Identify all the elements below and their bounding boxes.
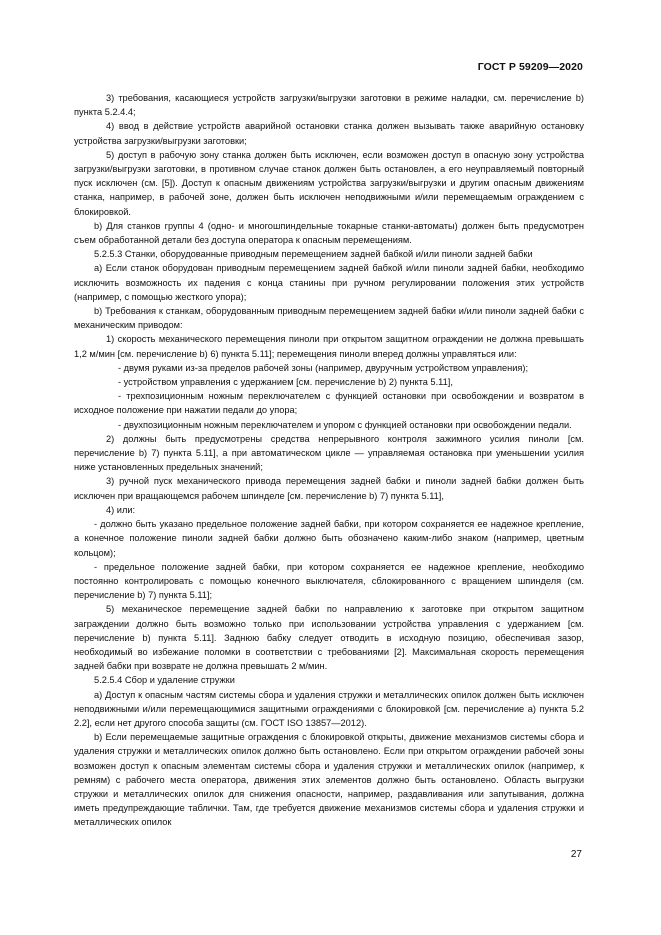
- section-heading: 5.2.5.3 Станки, оборудованные приводным перемещением задней бабкой и/или пиноли задней бабки: [94, 249, 533, 260]
- list-item: - трехпозиционным ножным переключателем с функцией остановки при освобождении и возвратом в исходное положение при нажатии педали до упора;: [74, 391, 584, 416]
- paragraph: 4) ввод в действие устройств аварийной остановки станка должен вызывать также аварийную остановку устройства загрузки/выгрузки заготовки;: [74, 121, 584, 146]
- section-heading: 5.2.5.4 Сбор и удаление стружки: [94, 675, 235, 686]
- list-item: - двумя руками из-за пределов рабочей зоны (например, двуручным устройством управления);: [118, 362, 529, 373]
- paragraph: 3) требования, касающиеся устройств загрузки/выгрузки заготовки в режиме наладки, см. перечисление b) пункта 5.2.4.4;: [74, 93, 584, 118]
- paragraph: a) Доступ к опасным частям системы сбора и удаления стружки и металлических опилок должен быть исключен неподвижными и/или перемещающимися защитными ограждениями с блокировкой [см. перечисление a) пункта 5.2 2.2], если нет другого способа защиты (см. ГОСТ ISO 13857—2012).: [74, 689, 584, 728]
- list-item: - предельное положение задней бабки, при котором сохраняется ее надежное крепление, необходимо постоянно контролировать с помощью конечного выключателя, сблокированного с вращением шпинделя (см. перечисление b) 7) пункта 5.11];: [74, 561, 584, 601]
- paragraph: a) Если станок оборудован приводным перемещением задней бабкой и/или пиноли задней бабки, необходимо исключить возможность их падения с конца станины при ручном регулировании положения этих устройств (например, с помощью жесткого упора);: [74, 263, 584, 302]
- page-number: 27: [570, 849, 582, 860]
- paragraph: 1) скорость механического перемещения пиноли при открытом защитном ограждении не должна превышать 1,2 м/мин [см. перечисление b) 6) пункта 5.11]; перемещения пиноли вперед должны управляться или:: [74, 334, 584, 359]
- paragraph: b) Если перемещаемые защитные ограждения с блокировкой открыты, движение механизмов системы сбора и удаления стружки и металлических опилок должно быть остановлено. Если при открытом ограждении рабочей зоны возможен доступ к опасным элементам системы сбора и удаления стружки и металлических опилок (например, к ремням) с рабочего места оператора, движения этих элементов должно быть остановлено. Область выгрузки стружки и металлических опилок для снижения опасности, например, раздавливания или запутывания, должна иметь предупреждающие таблички. Там, где требуется движение механизмов системы сбора и удаления стружки и металлических опилок: [74, 732, 584, 828]
- paragraph: 4) или:: [106, 504, 136, 515]
- paragraph: b) Требования к станкам, оборудованным приводным перемещением задней бабки и/или пиноли задней бабки с механическим приводом:: [74, 306, 584, 331]
- paragraph: 3) ручной пуск механического привода перемещения задней бабки и пиноли задней бабки должен быть исключен при вращающемся рабочем шпинделе [см. перечисление b) 7) пункта 5.11],: [74, 476, 584, 501]
- list-item: - устройством управления с удержанием [см. перечисление b) 2) пункта 5.11],: [118, 377, 453, 388]
- paragraph: b) Для станков группы 4 (одно- и многошпиндельные токарные станки-автоматы) должен быть предусмотрен съем обработанной детали без доступа оператора к опасным перемещениям.: [74, 220, 584, 246]
- list-item: - должно быть указано предельное положение задней бабки, при котором сохраняется ее надежное крепление, а конечное положение пиноли задней бабки должно быть обозначено каким-либо знаком (например, цветным кольцом);: [74, 519, 584, 558]
- paragraph: 2) должны быть предусмотрены средства непрерывного контроля зажимного усилия пиноли [см. перечисление b) 7) пункта 5.11], а при автоматическом цикле — управляемая остановка при уменьшении усилия ниже установленных предельных значений;: [74, 433, 584, 473]
- document-header: ГОСТ Р 59209—2020: [477, 61, 583, 73]
- document-body: [74, 91, 584, 830]
- paragraph: 5) механическое перемещение задней бабки по направлению к заготовке при открытом защитном заграждении должно быть возможно только при использовании устройства управления с удержанием [см. перечисление b) пункта 5.11]. Заднюю бабку следует отводить в исходную позицию, обеспечивая зазор, необходимый во избежание поломки в соответствии с требованиями [2]. Максимальная скорость перемещения задней бабки при возврате не должна превышать 2 м/мин.: [74, 604, 584, 672]
- paragraph: 5) доступ в рабочую зону станка должен быть исключен, если возможен доступ в опасную зону устройства загрузки/выгрузки заготовки, в противном случае станок должен быть остановлен, а его неуправляемый повторный пуск исключен (см. [5]). Доступ к опасным движениям устройства загрузки/выгрузки и другим опасным движениям станка, например, в рабочей зоне, должен быть исключен неподвижными и/или перемещаемым ограждением с блокировкой.: [74, 149, 584, 217]
- list-item: - двухпозиционным ножным переключателем и упором с функцией остановки при освобождении педали.: [118, 419, 572, 430]
